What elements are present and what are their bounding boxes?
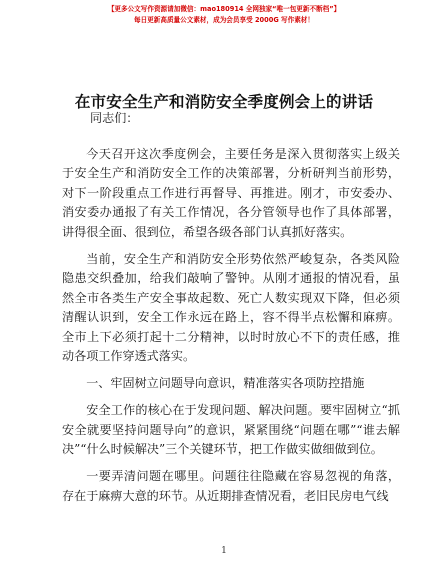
document-title: 在市安全生产和消防安全季度例会上的讲话: [74, 93, 374, 111]
section-heading: 一、牢固树立问题导向意识，精准落实各项防控措施: [86, 376, 365, 390]
promo-banner: [0, 4, 448, 26]
promo-banner-line-2: 每日更新高质量公文素材，成为会员享受 2000G 写作素材！: [133, 16, 314, 24]
body-paragraph: 当前，安全生产和消防安全形势依然严峻复杂，各类风险隐患交织叠加，给我们敲响了警钟。从刚才通报的情况看，虽然全市各类生产安全事故起数、死亡人数实现双下降，但必须清醒认识到，安全工作永远在路上，容不得半点松懈和麻痹。全市上下必须打起十二分精神，以时时放心不下的责任感，推动各项工作穿透式落实。: [62, 251, 400, 363]
document-body: [62, 109, 400, 514]
body-paragraph: 今天召开这次季度例会，主要任务是深入贯彻落实上级关于安全生产和消防安全工作的决策部署，分析研判当前形势，对下一阶段重点工作进行再督导、再推进。刚才，市安委办、消安委办通报了有关工作情况，各分管领导也作了具体部署，讲得很全面、很到位，希望各级各部门认真抓好落实。: [62, 146, 400, 239]
body-paragraph: 安全工作的核心在于发现问题、解决问题。要牢固树立“抓安全就要坚持问题导向”的意识，紧紧围绕“问题在哪”“谁去解决”“什么时候解决”三个关键环节，把工作做实做细做到位。: [62, 403, 400, 456]
body-paragraph: 一要弄清问题在哪里。问题往往隐藏在容易忽视的角落，存在于麻痹大意的环节。从近期排查情况看，老旧民房电气线: [62, 469, 400, 503]
promo-banner-line-1: 【更多公文写作资源请加微信：mao180914 全网独家“唯一包更新不断档”】: [107, 5, 341, 13]
salutation: 同志们：: [90, 111, 139, 125]
page-number: 1: [221, 546, 227, 556]
